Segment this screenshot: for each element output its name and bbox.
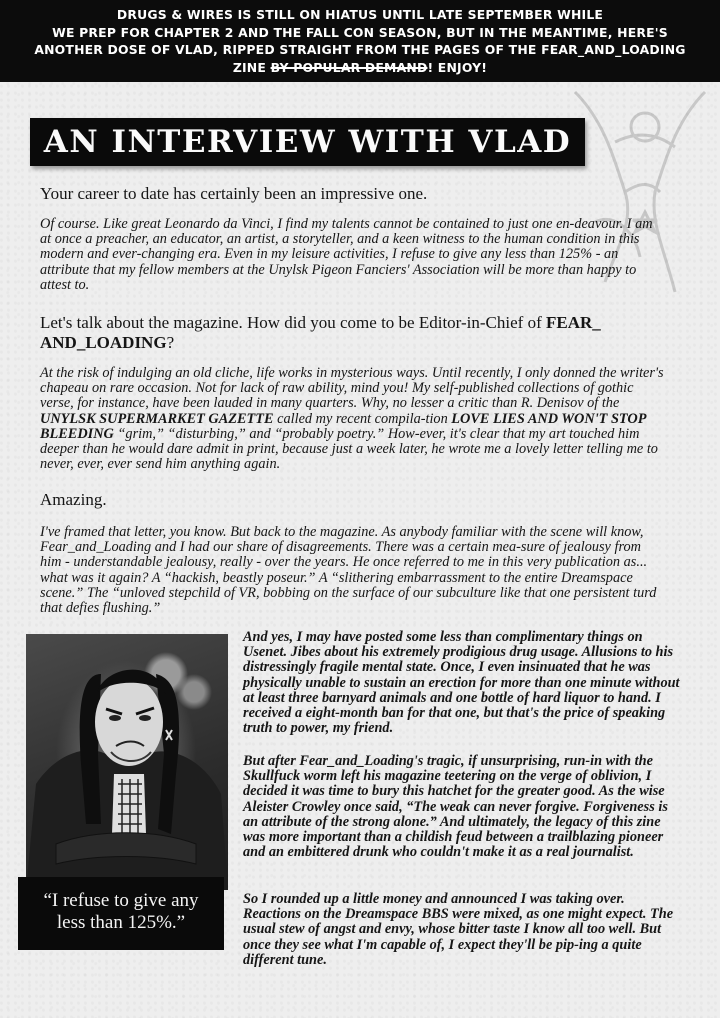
answer-2-part-3: “grim,” “disturbing,” and “probably poetry.” How-ever, it's clear that my art touched him deeper than he would dare admit in print, because just a week later, he wrote me a lovely letter telling me to never, ever, ever send him anything again. [40,425,658,473]
announcement-banner [0,0,720,82]
answer-4: And yes, I may have posted some less than complimentary things on Usenet. Jibes about his extremely prodigious drug usage. Allusions to his distressingly fragile mental state. Once, I even insinuated that he was physically unable to sustain an erection for more than one minute without at least three barnyard animals and one bottle of hard liquor to hand. I received a eight-month ban for that one, but that's the price of speaking truth to power, my friend. [243,629,680,737]
article-title: AN INTERVIEW WITH VLAD [30,118,585,166]
question-2 [40,313,650,353]
pull-quote [18,877,224,950]
answer-3: I've framed that letter, you know. But back to the magazine. As anybody familiar with the scene will know, Fear_and_Loading and I had our share of disagreements. There was a certain mea-sure of jealousy from him - understandable jealousy, really - over the years. He once referred to me in this very publication as... what was it again? A “hackish, beastly poseur.” A “slithering embarrassment to the entire Dreamspace scene.” The “unloved stepchild of VR, bobbing on the surface of our subculture like that one persistent turd that defies flushing.” [40,524,657,617]
answer-2-part-1: At the risk of indulging an old cliche, life works in mysterious ways. Until recently, I only donned the writer's chapeau on rare occasion. Not for lack of raw ability, mind you! My self-published collections of gothic verse, for instance, have been lauded in many quarters. Why, no lesser a critic than R. Denisov of the [40,365,664,412]
pull-quote-line-1: “I refuse to give any [43,890,199,911]
magazine-name: FEAR_ [545,313,601,332]
answer-2-part-2: called my recent compila-tion [273,410,452,427]
question-3: Amazing. [40,490,107,509]
question-2-text: Let's talk about the magazine. How did you come to be Editor-in-Chief of [40,313,546,332]
banner-line-4-end: ! ENJOY! [427,59,488,75]
answer-1: Of course. Like great Leonardo da Vinci, I find my talents cannot be contained to just one en-deavour. I am at once a preacher, an educator, an artist, a storyteller, and a keen witness to the human condition in this modern and ever-changing era. Even in my leisure activities, I refuse to give any less than 125% - an attribute that my fellow members at the Unylsk Pigeon Fanciers' Association will be more than happy to attest to. [40,216,653,293]
banner-line-1: DRUGS & WIRES IS STILL ON HIATUS UNTIL LATE SEPTEMBER WHILE [116,7,604,22]
magazine-name-cont: AND_LOADING [40,333,167,352]
banner-line-2: WE PREP FOR CHAPTER 2 AND THE FALL CON SEASON, BUT IN THE MEANTIME, HERE'S [52,24,668,40]
banner-line-4 [0,59,720,77]
answer-2 [40,366,665,472]
vlad-portrait-illustration [26,634,228,890]
question-mark: ? [166,333,175,352]
vlad-figure-icon [26,634,228,890]
question-1: Your career to date has certainly been an impressive one. [40,184,428,203]
answer-5: But after Fear_and_Loading's tragic, if unsurprising, run-in with the Skullfuck worm left his magazine teetering on the verge of oblivion, I decided it was time to bury this hatchet for the greater good. As the wise Aleister Crowley once said, “The weak can never forgive. Forgiveness is an attribute of the strong alone.” And ultimately, the legacy of this zine was more important than a childish feud between a trailblazing pioneer and an embittered drunk who couldn't make it as a real journalist. [243,753,668,861]
answer-6: So I rounded up a little money and announced I was taking over. Reactions on the Dreamspace BBS were mixed, as one might expect. The usual stew of angst and envy, whose bitter taste I know all too well. But once they see what I'm capable of, I expect they'll be pip-ing a quite different tune. [243,891,674,968]
struck-text: BY POPULAR DEMAND [270,59,428,75]
gazette-name: UNYLSK SUPERMARKET GAZETTE [40,410,274,427]
compilation-title: LOVE LIES AND WON'T STOP BLEEDING [40,410,646,442]
banner-line-4-start: ZINE [232,59,271,75]
pull-quote-line-2: less than 125%.” [56,912,186,933]
banner-line-3: ANOTHER DOSE OF VLAD, RIPPED STRAIGHT FROM THE PAGES OF THE FEAR_AND_LOADING [34,42,686,57]
